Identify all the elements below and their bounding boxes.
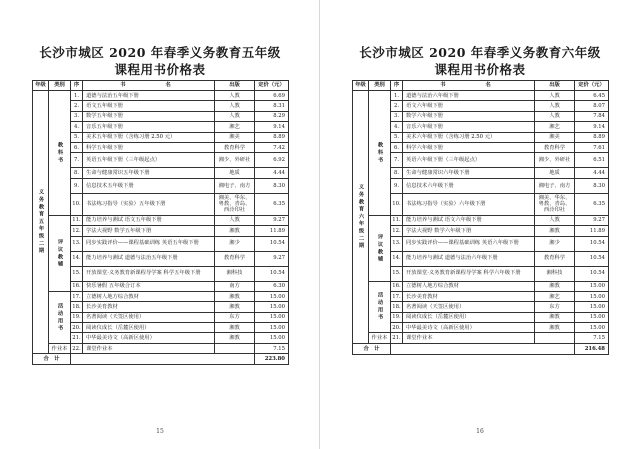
page-number: 16 <box>476 428 484 435</box>
table-row <box>33 323 289 333</box>
row-no: 17. <box>391 291 403 301</box>
row-publisher: 湘教 <box>215 333 255 343</box>
row-price: 8.07 <box>575 101 609 111</box>
row-publisher: 东方 <box>215 312 255 322</box>
row-no: 21. <box>71 333 83 343</box>
row-publisher: 湘艺 <box>215 122 255 132</box>
table-row <box>33 142 289 152</box>
row-price: 8.29 <box>255 111 289 121</box>
row-publisher: 地质 <box>535 168 575 178</box>
row-book-name: 英语五年级下册（三年级起点） <box>83 153 215 168</box>
row-price: 10.54 <box>575 251 609 266</box>
row-price: 15.00 <box>575 323 609 333</box>
row-price: 7.15 <box>255 343 289 353</box>
row-book-name: 数学六年级下册 <box>403 111 535 121</box>
category-activity: 活动用书 <box>49 291 71 343</box>
table-row <box>353 91 609 101</box>
right-title-line2: 课程用书价格表 <box>434 62 526 77</box>
row-no: 13. <box>71 236 83 251</box>
table-row <box>33 168 289 178</box>
row-no: 16. <box>391 281 403 291</box>
header-price: 定价（元） <box>575 81 609 91</box>
row-book-name: 语文六年级下册 <box>403 101 535 111</box>
table-row <box>33 236 289 251</box>
row-book-name: 同步实践评价——课程基础训练 英语五年级下册 <box>83 236 215 251</box>
row-no: 11. <box>71 215 83 225</box>
row-publisher: 湘美、华东、粤教、青岛、西泠印社 <box>535 193 575 215</box>
row-no: 18. <box>391 302 403 312</box>
header-category: 类别 <box>49 81 71 91</box>
row-no: 9. <box>71 178 83 193</box>
row-no: 16. <box>71 281 83 291</box>
row-book-name: 科学六年级下册 <box>403 142 535 152</box>
row-no: 10. <box>71 193 83 215</box>
table-row <box>33 291 289 301</box>
row-price: 8.89 <box>575 132 609 142</box>
right-price-table <box>352 80 609 355</box>
row-no: 17. <box>71 291 83 301</box>
row-publisher: 教育科学 <box>215 142 255 152</box>
row-price: 9.14 <box>255 122 289 132</box>
row-book-name: 课堂作业本 <box>83 343 215 353</box>
header-publisher: 出版 <box>535 81 575 91</box>
row-no: 5. <box>391 132 403 142</box>
table-row <box>353 101 609 111</box>
total-row <box>353 343 609 354</box>
row-price: 6.35 <box>255 193 289 215</box>
row-price: 8.31 <box>255 101 289 111</box>
row-publisher: 湘少 <box>215 236 255 251</box>
row-book-name: 信息技术六年级下册 <box>403 178 535 193</box>
row-book-name: 名著阅读（天签区使用） <box>83 312 215 322</box>
category-workbook: 作业本 <box>369 333 391 343</box>
row-no: 1. <box>71 91 83 101</box>
row-no: 7. <box>391 153 403 168</box>
table-row <box>353 266 609 281</box>
row-book-name: 课堂作业本 <box>403 333 535 343</box>
row-no: 18. <box>71 302 83 312</box>
row-price: 6.35 <box>575 193 609 215</box>
row-publisher: 南方 <box>215 281 255 291</box>
table-row <box>33 226 289 236</box>
row-book-name: 能力培养与测试 道德与法治六年级下册 <box>403 251 535 266</box>
row-book-name: 音乐五年级下册 <box>83 122 215 132</box>
row-no: 2. <box>71 101 83 111</box>
row-publisher: 湘教 <box>215 291 255 301</box>
right-page <box>320 0 640 449</box>
row-price: 15.00 <box>255 291 289 301</box>
row-price: 4.44 <box>575 168 609 178</box>
row-price: 8.30 <box>255 178 289 193</box>
row-book-name: 中华最美诗文（高新区使用） <box>403 323 535 333</box>
row-book-name: 中华最美诗文（高新区使用） <box>83 333 215 343</box>
row-no: 14. <box>391 251 403 266</box>
row-price: 15.00 <box>575 312 609 322</box>
row-publisher: 东方 <box>535 302 575 312</box>
row-price: 9.27 <box>255 251 289 266</box>
row-no: 20. <box>71 323 83 333</box>
row-price: 15.00 <box>575 291 609 301</box>
row-price: 6.51 <box>575 153 609 168</box>
row-no: 15. <box>71 266 83 281</box>
total-price: 216.48 <box>575 343 609 354</box>
row-book-name: 道德与法治五年级下册 <box>83 91 215 101</box>
table-row <box>353 251 609 266</box>
row-publisher: 人教 <box>535 91 575 101</box>
row-no: 11. <box>391 215 403 225</box>
category-workbook: 作业本 <box>49 343 71 353</box>
row-price: 7.42 <box>255 142 289 152</box>
row-price: 11.89 <box>575 226 609 236</box>
table-row <box>353 281 609 291</box>
table-row <box>353 142 609 152</box>
header-category: 类别 <box>369 81 391 91</box>
row-price: 4.44 <box>255 168 289 178</box>
row-price: 9.14 <box>575 122 609 132</box>
table-row <box>353 302 609 312</box>
table-row <box>33 178 289 193</box>
table-row <box>33 91 289 101</box>
header-publisher: 出版 <box>215 81 255 91</box>
row-no: 14. <box>71 251 83 266</box>
total-label: 合 计 <box>33 354 71 365</box>
category-activity: 活动用书 <box>369 281 391 333</box>
row-book-name: 阅读仪成长（岳麓区使用） <box>403 312 535 322</box>
row-price: 10.54 <box>575 266 609 281</box>
row-book-name: 音乐六年级下册 <box>403 122 535 132</box>
row-publisher <box>215 343 255 353</box>
row-no: 12. <box>71 226 83 236</box>
table-row <box>353 333 609 343</box>
table-row <box>353 215 609 225</box>
table-row <box>353 236 609 251</box>
row-no: 8. <box>391 168 403 178</box>
row-publisher: 教育科学 <box>535 142 575 152</box>
row-book-name: 英语六年级下册（三年级起点） <box>403 153 535 168</box>
row-no: 19. <box>71 312 83 322</box>
row-book-name: 科学五年级下册 <box>83 142 215 152</box>
row-book-name: 学法大视野 数学六年级下册 <box>403 226 535 236</box>
table-row <box>353 153 609 168</box>
left-price-table <box>32 80 289 365</box>
row-no: 9. <box>391 178 403 193</box>
row-publisher: 湘教 <box>215 226 255 236</box>
row-publisher <box>535 333 575 343</box>
table-row <box>353 168 609 178</box>
table-row <box>33 193 289 215</box>
row-no: 10. <box>391 193 403 215</box>
row-book-name: 语文五年级下册 <box>83 101 215 111</box>
row-no: 21. <box>391 333 403 343</box>
row-no: 15. <box>391 266 403 281</box>
row-publisher: 人教 <box>535 101 575 111</box>
row-publisher: 人教 <box>535 111 575 121</box>
row-price: 8.30 <box>575 178 609 193</box>
row-publisher: 湘教 <box>535 226 575 236</box>
row-price: 8.89 <box>255 132 289 142</box>
header-no: 序 <box>391 81 403 91</box>
row-publisher: 湘教 <box>535 312 575 322</box>
left-title-line2: 课程用书价格表 <box>114 62 206 77</box>
row-book-name: 快乐暑假 五年级合订本 <box>83 281 215 291</box>
table-row <box>33 343 289 353</box>
row-book-name: 长沙美育教材 <box>83 302 215 312</box>
row-no: 2. <box>391 101 403 111</box>
row-book-name: 美术五年级下册（含练习册 2.50 元） <box>83 132 215 142</box>
table-row <box>33 333 289 343</box>
row-publisher: 湘少 <box>535 236 575 251</box>
table-header-row <box>353 81 609 91</box>
table-row <box>353 312 609 322</box>
row-publisher: 湘教 <box>215 323 255 333</box>
row-no: 20. <box>391 323 403 333</box>
grade-label: 义务教育六年级二期 <box>353 91 369 344</box>
row-publisher: 湘科技 <box>535 266 575 281</box>
row-price: 10.54 <box>255 236 289 251</box>
category-tutorial: 评议教辅 <box>369 215 391 281</box>
row-book-name: 美术六年级下册（含练习册 2.50 元） <box>403 132 535 142</box>
row-publisher: 人教 <box>215 91 255 101</box>
row-no: 7. <box>71 153 83 168</box>
page-number: 15 <box>156 428 164 435</box>
total-label: 合 计 <box>353 343 391 354</box>
header-book: 书 名 <box>83 81 215 91</box>
row-book-name: 开放课堂·义务教育新课程导学案 科学五年级下册 <box>83 266 215 281</box>
row-publisher: 湘少、外研社 <box>215 153 255 168</box>
row-book-name: 长沙美育教材 <box>403 291 535 301</box>
row-price: 6.69 <box>255 91 289 101</box>
row-price: 10.54 <box>575 236 609 251</box>
row-book-name: 书法练习指导（实验）五年级下册 <box>83 193 215 215</box>
row-price: 6.30 <box>255 281 289 291</box>
row-price: 9.27 <box>575 215 609 225</box>
row-no: 3. <box>391 111 403 121</box>
row-publisher: 人教 <box>535 215 575 225</box>
row-publisher: 湘艺 <box>535 122 575 132</box>
row-publisher: 地质 <box>215 168 255 178</box>
row-publisher: 湘电子、南方 <box>535 178 575 193</box>
row-book-name: 能力培养与测试 语文五年级下册 <box>83 215 215 225</box>
table-row <box>353 193 609 215</box>
row-publisher: 人教 <box>215 111 255 121</box>
row-book-name: 名著阅读（天签区使用） <box>403 302 535 312</box>
row-price: 15.00 <box>255 302 289 312</box>
row-price: 7.84 <box>575 111 609 121</box>
row-price: 6.45 <box>575 91 609 101</box>
row-book-name: 能力培养与测试 道德与法治五年级下册 <box>83 251 215 266</box>
header-grade: 年级 <box>353 81 369 91</box>
row-publisher: 湘美 <box>215 132 255 142</box>
header-grade: 年级 <box>33 81 49 91</box>
row-no: 3. <box>71 111 83 121</box>
row-publisher: 教育科学 <box>535 251 575 266</box>
row-price: 11.89 <box>255 226 289 236</box>
row-book-name: 生命与健康常识五年级下册 <box>83 168 215 178</box>
row-book-name: 阅读仪成长（岳麓区使用） <box>83 323 215 333</box>
table-header-row <box>33 81 289 91</box>
category-textbook: 教科书 <box>49 91 71 216</box>
row-publisher: 湘教 <box>535 323 575 333</box>
row-no: 4. <box>391 122 403 132</box>
category-tutorial: 评议教辅 <box>49 215 71 291</box>
row-book-name: 道德与法治六年级下册 <box>403 91 535 101</box>
table-row <box>353 111 609 121</box>
row-book-name: 能力培养与测试 语文六年级下册 <box>403 215 535 225</box>
header-price: 定价（元） <box>255 81 289 91</box>
row-no: 5. <box>71 132 83 142</box>
row-no: 19. <box>391 312 403 322</box>
table-row <box>353 132 609 142</box>
row-book-name: 书法练习指导（实验）六年级下册 <box>403 193 535 215</box>
row-publisher: 湘少、外研社 <box>535 153 575 168</box>
table-row <box>353 122 609 132</box>
row-no: 12. <box>391 226 403 236</box>
row-price: 15.00 <box>575 281 609 291</box>
total-price: 223.80 <box>255 354 289 365</box>
row-publisher: 湘教 <box>215 302 255 312</box>
row-price: 15.00 <box>575 302 609 312</box>
table-row <box>353 178 609 193</box>
row-book-name: 学法大视野 数学五年级下册 <box>83 226 215 236</box>
row-no: 8. <box>71 168 83 178</box>
row-price: 9.27 <box>255 215 289 225</box>
table-row <box>33 122 289 132</box>
row-price: 6.92 <box>255 153 289 168</box>
row-publisher: 教育科学 <box>215 251 255 266</box>
right-title-line1: 长沙市城区 2020 年春季义务教育六年级 <box>359 45 601 60</box>
row-price: 15.00 <box>255 323 289 333</box>
row-no: 6. <box>391 142 403 152</box>
row-publisher: 湘美 <box>535 132 575 142</box>
table-row <box>33 215 289 225</box>
row-publisher: 人教 <box>215 101 255 111</box>
row-publisher: 湘教 <box>535 281 575 291</box>
grade-label: 义务教育五年级二期 <box>33 91 49 354</box>
table-row <box>33 251 289 266</box>
row-price: 7.15 <box>575 333 609 343</box>
row-price: 15.00 <box>255 333 289 343</box>
row-book-name: 同步实践评价——课程基础训练 英语六年级下册 <box>403 236 535 251</box>
table-row <box>353 226 609 236</box>
total-row <box>33 354 289 365</box>
row-book-name: 开放课堂·义务教育新课程导学案 科学六年级下册 <box>403 266 535 281</box>
header-book: 书 名 <box>403 81 535 91</box>
category-textbook: 教科书 <box>369 91 391 216</box>
row-book-name: 生命与健康常识六年级下册 <box>403 168 535 178</box>
row-book-name: 信息技术五年级下册 <box>83 178 215 193</box>
row-book-name: 数学五年级下册 <box>83 111 215 121</box>
table-row <box>33 153 289 168</box>
row-publisher: 湘科技 <box>215 266 255 281</box>
row-book-name: 立德树人地方综合教材 <box>83 291 215 301</box>
row-no: 6. <box>71 142 83 152</box>
row-no: 13. <box>391 236 403 251</box>
left-title-line1: 长沙市城区 2020 年春季义务教育五年级 <box>39 45 281 60</box>
table-row <box>33 111 289 121</box>
row-publisher: 湘艺 <box>535 291 575 301</box>
row-book-name: 立德树人地方综合教材 <box>403 281 535 291</box>
table-row <box>33 281 289 291</box>
table-row <box>353 291 609 301</box>
row-no: 4. <box>71 122 83 132</box>
header-no: 序 <box>71 81 83 91</box>
row-no: 1. <box>391 91 403 101</box>
row-publisher: 人教 <box>215 215 255 225</box>
row-price: 7.61 <box>575 142 609 152</box>
row-price: 10.54 <box>255 266 289 281</box>
row-publisher: 湘电子、南方 <box>215 178 255 193</box>
table-row <box>33 302 289 312</box>
table-row <box>353 323 609 333</box>
table-row <box>33 266 289 281</box>
row-price: 15.00 <box>255 312 289 322</box>
table-row <box>33 132 289 142</box>
table-row <box>33 101 289 111</box>
row-no: 22. <box>71 343 83 353</box>
row-publisher: 湘美、华东、粤教、青岛、西泠印社 <box>215 193 255 215</box>
table-row <box>33 312 289 322</box>
